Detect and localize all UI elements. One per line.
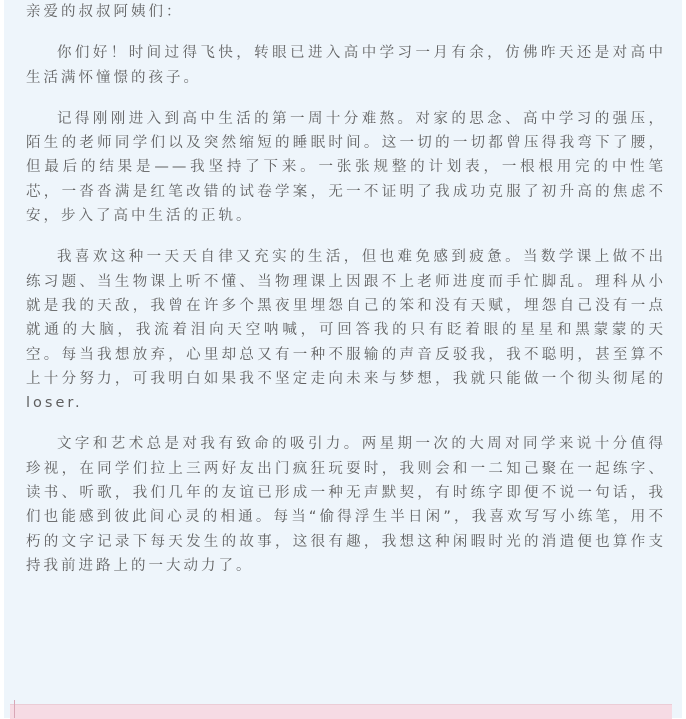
letter-paragraph-4: 文字和艺术总是对我有致命的吸引力。两星期一次的大周对同学来说十分值得珍视，在同学们拉上三两好友出门疯狂玩耍时，我则会和一二知己聚在一起练字、读书、听歌，我们几年的友谊已形成一种无声默契，有时练字即便不说一句话，我们也能感到彼此间心灵的相通。每当“偷得浮生半日闲”，我喜欢写写小练笔，用不朽的文字记录下每天发生的故事，这很有趣，我想这种闲暇时光的消遣便也算作支持我前进路上的一大动力了。 xyxy=(26,436,666,574)
letter-body xyxy=(26,0,666,578)
letter-card xyxy=(4,0,682,718)
letter-paragraph-2: 记得刚刚进入到高中生活的第一周十分难熬。对家的思念、高中学习的强压，陌生的老师同学们以及突然缩短的睡眠时间。这一切的一切都曾压得我弯下了腰，但最后的结果是——我坚持了下来。一张张规整的计划表，一根根用完的中性笔芯，一沓沓满是红笔改错的试卷学案，无一不证明了我成功克服了初升高的焦虑不安，步入了高中生活的正轨。 xyxy=(26,110,666,225)
letter-salutation: 亲爱的叔叔阿姨们： xyxy=(26,4,184,20)
divider-mark xyxy=(14,700,15,718)
next-card-edge xyxy=(10,704,672,719)
letter-paragraph-3: 我喜欢这种一天天自律又充实的生活，但也难免感到疲惫。当数学课上做不出练习题、当生物课上听不懂、当物理课上因跟不上老师进度而手忙脚乱。理科从小就是我的天敌，我曾在许多个黑夜里埋怨自己的笨和没有天赋，埋怨自己没有一点就通的大脑，我流着泪向天空呐喊，可回答我的只有眨着眼的星星和黑蒙蒙的天空。每当我想放弃，心里却总又有一种不服输的声音反驳我，我不聪明，甚至算不上十分努力，可我明白如果我不坚定走向未来与梦想，我就只能做一个彻头彻尾的loser. xyxy=(26,249,666,412)
letter-paragraph-1: 你们好！时间过得飞快，转眼已进入高中学习一月有余，仿佛昨天还是对高中生活满怀憧憬的孩子。 xyxy=(26,45,666,86)
